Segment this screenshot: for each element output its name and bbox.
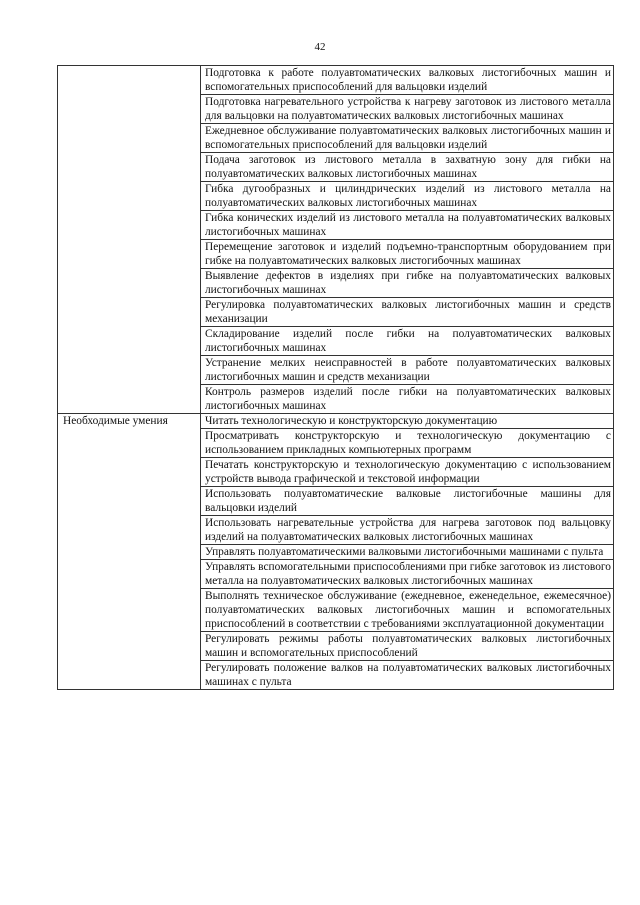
labor-actions-item: Перемещение заготовок и изделий подъемно-транспортным оборудованием при гибке на полуавтоматических валковых листогибочных машинах <box>201 240 614 269</box>
labor-actions-item: Гибка дугообразных и цилиндрических изделий из листового металла на полуавтоматических валковых листогибочных машинах <box>201 182 614 211</box>
labor-actions-item: Регулировка полуавтоматических валковых листогибочных машин и средств механизации <box>201 298 614 327</box>
labor-actions-item: Ежедневное обслуживание полуавтоматических валковых листогибочных машин и вспомогательных приспособлений для вальцовки изделий <box>201 124 614 153</box>
required-skills-item: Регулировать режимы работы полуавтоматических валковых листогибочных машин и вспомогательных приспособлений <box>201 632 614 661</box>
required-skills-item: Просматривать конструкторскую и технологическую документацию с использованием прикладных компьютерных программ <box>201 429 614 458</box>
required-skills-item: Выполнять техническое обслуживание (ежедневное, еженедельное, ежемесячное) полуавтоматических валковых листогибочных машин и вспомогательных приспособлений в соответствии с требованиями эксплуатационной документации <box>201 589 614 632</box>
page-number: 42 <box>314 41 326 53</box>
required-skills-item: Регулировать положение валков на полуавтоматических валковых листогибочных машинах с пульта <box>201 661 614 690</box>
requirements-table <box>57 65 614 690</box>
required-skills-item: Печатать конструкторскую и технологическую документацию с использованием устройств вывода графической и текстовой информации <box>201 458 614 487</box>
labor-actions-item: Устранение мелких неисправностей в работе полуавтоматических валковых листогибочных машин и средств механизации <box>201 356 614 385</box>
labor-actions-label <box>58 66 201 414</box>
labor-actions-item: Контроль размеров изделий после гибки на полуавтоматических валковых листогибочных машинах <box>201 385 614 414</box>
labor-actions-item: Выявление дефектов в изделиях при гибке на полуавтоматических валковых листогибочных машинах <box>201 269 614 298</box>
table-row <box>58 414 614 429</box>
required-skills-item: Использовать полуавтоматические валковые листогибочные машины для вальцовки изделий <box>201 487 614 516</box>
required-skills-item: Использовать нагревательные устройства для нагрева заготовок под вальцовку изделий на полуавтоматических валковых листогибочных машинах <box>201 516 614 545</box>
required-skills-item: Управлять вспомогательными приспособлениями при гибке заготовок из листового металла на полуавтоматических валковых листогибочных машинах <box>201 560 614 589</box>
required-skills-item: Читать технологическую и конструкторскую документацию <box>201 414 614 429</box>
required-skills-label: Необходимые умения <box>58 414 201 690</box>
labor-actions-item: Подготовка нагревательного устройства к нагреву заготовок из листового металла для вальцовки на полуавтоматических валковых листогибочных машинах <box>201 95 614 124</box>
table-body <box>58 66 614 690</box>
labor-actions-item: Подача заготовок из листового металла в захватную зону для гибки на полуавтоматических валковых листогибочных машинах <box>201 153 614 182</box>
labor-actions-item: Гибка конических изделий из листового металла на полуавтоматических валковых листогибочных машинах <box>201 211 614 240</box>
labor-actions-item: Складирование изделий после гибки на полуавтоматических валковых листогибочных машинах <box>201 327 614 356</box>
required-skills-item: Управлять полуавтоматическими валковыми листогибочными машинами с пульта <box>201 545 614 560</box>
labor-actions-item: Подготовка к работе полуавтоматических валковых листогибочных машин и вспомогательных приспособлений для вальцовки изделий <box>201 66 614 95</box>
table-row <box>58 66 614 95</box>
